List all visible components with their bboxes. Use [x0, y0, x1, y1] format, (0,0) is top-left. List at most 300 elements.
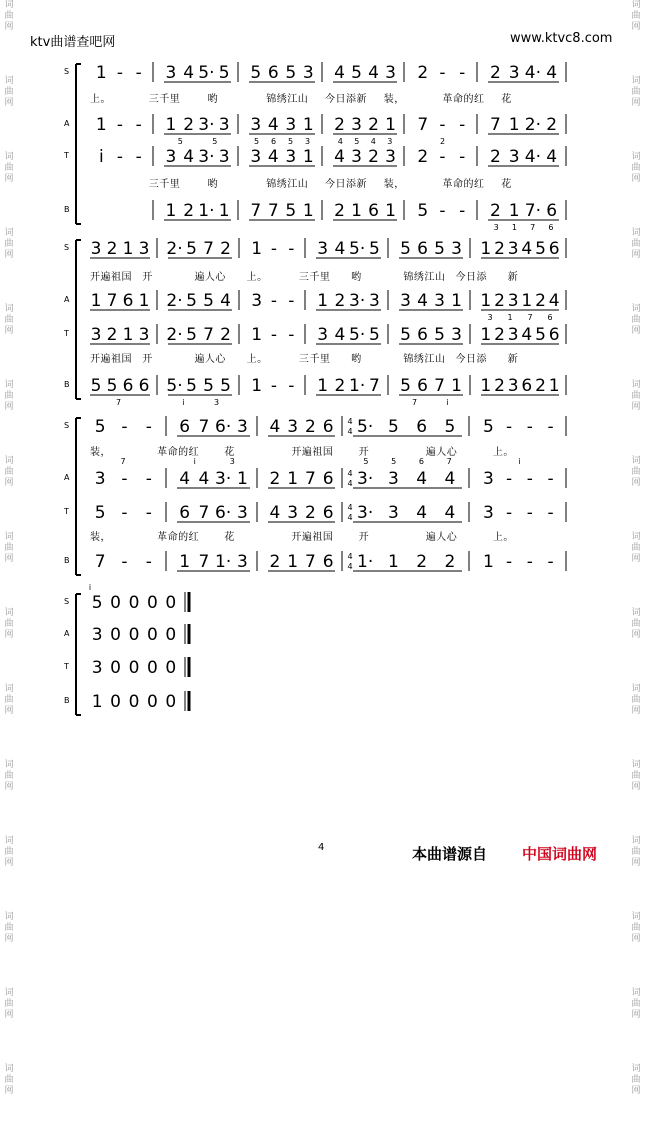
note-a: 1 [317, 291, 329, 311]
note-b: 7 [368, 376, 380, 396]
note-s: 2 [489, 63, 501, 83]
note-s: 6 [416, 417, 428, 437]
note-s: 5 [387, 417, 399, 437]
note-b: 2 [489, 201, 501, 221]
note-b: 2 [444, 552, 456, 572]
note-s: 2 [106, 239, 118, 259]
lower-note: 3 [213, 398, 220, 407]
note-s: 6 [417, 239, 428, 259]
note-s: - [459, 63, 466, 83]
upper-note: 7 [446, 457, 452, 466]
note-s: 4 [546, 63, 558, 83]
note-s: 6 [267, 63, 279, 83]
voice-label-b: B [64, 696, 70, 705]
voice-label-t: T [64, 329, 69, 338]
note-t: 2 [368, 147, 379, 167]
note-a: 6 [322, 469, 334, 489]
watermark-char: 词 曲 网 [631, 1064, 641, 1096]
note-a: 2 [494, 291, 505, 311]
note-s: 2 [417, 63, 429, 83]
lower-note: 3 [493, 223, 499, 232]
note-t: 3 [317, 325, 329, 345]
note-a: 3 [91, 625, 103, 645]
note-b: 6 [322, 552, 334, 572]
note-t: 3 [508, 147, 520, 167]
voice-label-b: B [64, 205, 70, 214]
lyric: 开遍祖国 [90, 272, 132, 283]
note-s: 3 [317, 239, 329, 259]
watermark-char: 词 曲 网 [4, 304, 14, 336]
note-t: 6 [322, 503, 334, 523]
lyric: 装， [383, 94, 405, 105]
note-b: 5 [285, 201, 297, 221]
watermark-char: 词 曲 网 [4, 228, 14, 260]
lyric: 哟 [207, 179, 218, 190]
note-a: - [547, 469, 554, 489]
watermark-char: 词 曲 网 [4, 912, 14, 944]
note-s: 7 [198, 417, 210, 437]
note-t: - [547, 503, 554, 523]
voice-label-t: T [64, 662, 69, 671]
lower-note: 7 [115, 398, 122, 407]
lyric: 三千里 [148, 94, 181, 105]
note-s: 5· [198, 63, 215, 83]
lower-note: 1 [511, 223, 517, 232]
watermark-char: 词 曲 网 [4, 152, 14, 184]
note-t: 0 [128, 658, 140, 678]
note-t: 5 [368, 325, 380, 345]
note-b: 6 [521, 376, 533, 396]
lyric: 锦绣江山 [403, 272, 446, 283]
note-b: - [439, 201, 446, 221]
note-a: 1 [521, 291, 533, 311]
note-a: 3 [250, 115, 262, 135]
note-s: - [116, 63, 124, 83]
note-s: 4 [368, 63, 379, 83]
note-s: 3 [451, 239, 462, 259]
note-s: 1 [122, 239, 134, 259]
note-b: 1 [251, 376, 263, 396]
note-t: 2 [220, 325, 231, 345]
note-a: 3 [434, 291, 445, 311]
lyric: 上。 [492, 447, 514, 458]
note-t: 3· [198, 147, 215, 167]
lyric: 三千里 [298, 272, 331, 283]
note-b: - [459, 201, 466, 221]
note-t: 3 [507, 325, 519, 345]
site-url-right: www.ktvc8.com [510, 31, 613, 46]
time-signature-num: 4 [347, 417, 353, 426]
note-t: 0 [165, 658, 177, 678]
watermark-char: 词 曲 网 [631, 0, 641, 32]
lyric: 开遍祖国 [291, 447, 334, 458]
note-t: - [121, 503, 128, 523]
upper-note: 6 [418, 457, 424, 466]
lyric: 哟 [351, 354, 362, 365]
note-t: - [439, 147, 446, 167]
note-s: 5 [400, 239, 411, 259]
note-s: 6 [548, 239, 560, 259]
lower-note: 5 [253, 137, 260, 146]
note-t: 3 [90, 325, 102, 345]
lyric: 哟 [207, 94, 218, 105]
lyric: 三千里 [298, 354, 331, 365]
note-t: 0 [110, 658, 122, 678]
note-s: 5 [186, 239, 197, 259]
note-b: 5 [400, 376, 411, 396]
note-s: 0 [146, 593, 158, 613]
note-b: 0 [110, 692, 122, 712]
note-s: 4 [334, 239, 346, 259]
note-a: 4 [198, 469, 210, 489]
note-a: - [270, 291, 278, 311]
watermark-char: 词 曲 网 [631, 152, 641, 184]
site-name-left: ktv曲谱查吧网 [30, 35, 116, 50]
note-a: - [288, 291, 295, 311]
note-t: 1 [122, 325, 134, 345]
note-b: - [526, 552, 533, 572]
lyric: 革命的红 [157, 447, 200, 458]
lyric: 遍人心 [194, 354, 226, 365]
lower-note: i [182, 398, 185, 407]
note-a: 7 [106, 291, 118, 311]
note-t: 3 [250, 147, 262, 167]
note-s: 6 [322, 417, 334, 437]
note-t: 4 [546, 147, 558, 167]
note-s: 5 [368, 239, 380, 259]
upper-note: 7 [120, 457, 126, 466]
note-t: 2 [494, 325, 505, 345]
note-t: - [145, 503, 152, 523]
watermark-char: 词 曲 网 [4, 0, 14, 32]
note-s: 5 [250, 63, 262, 83]
lyric: 花 [501, 94, 512, 105]
footer-source-prefix: 本曲谱源自 [412, 845, 488, 863]
note-s: 3 [302, 63, 314, 83]
note-a: 1 [385, 115, 396, 135]
note-s: 6· [215, 417, 232, 437]
note-t: 2· [166, 325, 183, 345]
voice-label-s: S [64, 67, 70, 76]
upper-note: 3 [229, 457, 235, 466]
note-b: 1· [357, 552, 374, 572]
note-t: 2 [489, 147, 501, 167]
note-a: 2 [334, 115, 345, 135]
note-t: 4 [416, 503, 428, 523]
note-b: 2 [334, 376, 346, 396]
note-a: 4 [444, 469, 456, 489]
note-t: 3 [218, 147, 230, 167]
lyric: 上。 [90, 94, 111, 105]
note-b: 0 [146, 692, 158, 712]
note-t: 3 [482, 503, 494, 523]
note-a: 3 [351, 115, 362, 135]
note-b: 5 [90, 376, 102, 396]
note-s: 1 [480, 239, 492, 259]
upper-note: i [193, 457, 196, 466]
note-b: 7 [434, 376, 445, 396]
note-a: - [439, 115, 446, 135]
note-a: 1 [165, 115, 177, 135]
note-t: 2 [304, 503, 316, 523]
voice-label-a: A [64, 119, 70, 128]
lyric: 遍人心 [425, 447, 458, 458]
note-s: 5 [482, 417, 494, 437]
lyric: 锦绣江山 [266, 179, 309, 190]
note-a: 2 [334, 291, 346, 311]
note-s: 4 [521, 239, 533, 259]
note-t: 2 [417, 147, 429, 167]
note-s: - [270, 239, 278, 259]
watermark-char: 词 曲 网 [631, 532, 641, 564]
note-s: 3 [165, 63, 177, 83]
lyric: 开 [358, 532, 370, 543]
note-a: - [135, 115, 142, 135]
note-s: 5 [434, 239, 445, 259]
lower-note: 3 [387, 137, 393, 146]
note-b: 1 [165, 201, 177, 221]
note-a: 3 [94, 469, 106, 489]
watermark-char: 词 曲 网 [631, 684, 641, 716]
upper-note: 5 [363, 457, 369, 466]
note-b: 1· [215, 552, 232, 572]
note-s: 5· [349, 239, 366, 259]
lower-note: 2 [439, 137, 446, 146]
lyric: 花 [224, 532, 235, 543]
note-s: 4 [183, 63, 195, 83]
note-b: 0 [165, 692, 177, 712]
note-t: 5 [535, 325, 546, 345]
lyric: 今日添新 [325, 179, 367, 190]
note-s: 2 [304, 417, 316, 437]
note-t: 6· [215, 503, 232, 523]
note-a: 2· [524, 115, 541, 135]
lyric: 开 [358, 447, 370, 458]
note-b: 7 [304, 552, 316, 572]
voice-label-s: S [64, 243, 70, 252]
lyric: 哟 [351, 272, 362, 283]
note-b: 6 [546, 201, 558, 221]
note-s: - [135, 63, 142, 83]
lyric: 花 [501, 179, 512, 190]
watermark-char: 词 曲 网 [631, 608, 641, 640]
note-a: 4 [548, 291, 560, 311]
note-b: 1 [451, 376, 462, 396]
note-b: 6 [417, 376, 428, 396]
note-a: 3· [349, 291, 366, 311]
top-mark: i [88, 583, 92, 592]
note-t: 5 [434, 325, 445, 345]
note-a: 7 [417, 115, 429, 135]
watermark-char: 词 曲 网 [4, 760, 14, 792]
lower-note: i [446, 398, 449, 407]
note-t: 4 [521, 325, 533, 345]
watermark-char: 词 曲 网 [631, 228, 641, 260]
lyric: 革命的红 [157, 532, 200, 543]
note-s: - [547, 417, 554, 437]
time-signature-num: 4 [347, 469, 353, 478]
lower-note: 7 [411, 398, 418, 407]
voice-label-t: T [64, 507, 69, 516]
note-b: 1 [302, 201, 314, 221]
lyric: 革命的红 [442, 179, 485, 190]
note-b: - [547, 552, 554, 572]
note-t: 4 [183, 147, 195, 167]
note-a: 3· [357, 469, 374, 489]
note-a: 1 [90, 291, 102, 311]
note-t: 3 [91, 658, 103, 678]
note-a: 2 [368, 115, 379, 135]
lyric: 遍人心 [194, 272, 226, 283]
note-a: 3 [400, 291, 411, 311]
note-a: 3 [218, 115, 230, 135]
voice-label-s: S [64, 421, 70, 430]
note-t: 2 [106, 325, 118, 345]
note-a: 1 [95, 115, 107, 135]
note-b: 1 [508, 201, 520, 221]
note-s: 5 [94, 417, 106, 437]
note-b: 0 [128, 692, 140, 712]
note-a: 3 [251, 291, 263, 311]
note-s: 1 [251, 239, 263, 259]
note-b: 2 [183, 201, 195, 221]
note-t: 4 [444, 503, 456, 523]
note-s: 3 [138, 239, 150, 259]
note-s: 5 [351, 63, 362, 83]
note-s: 3 [385, 63, 396, 83]
note-a: 2 [535, 291, 546, 311]
note-b: 1 [287, 552, 299, 572]
note-a: 7 [489, 115, 501, 135]
note-t: i [98, 147, 104, 167]
note-t: 7 [203, 325, 214, 345]
note-a: - [116, 115, 124, 135]
lyric: 上。 [246, 354, 268, 365]
watermark-char: 词 曲 网 [631, 76, 641, 108]
note-s: 5 [444, 417, 456, 437]
note-s: 2· [166, 239, 183, 259]
lyric: 花 [224, 447, 235, 458]
lower-note: 5 [354, 137, 360, 146]
note-a: 1 [480, 291, 492, 311]
watermark-char: 词 曲 网 [4, 76, 14, 108]
note-a: 2 [183, 115, 195, 135]
note-a: 5 [203, 291, 214, 311]
watermark-char: 词 曲 网 [4, 1064, 14, 1096]
lower-note: 4 [337, 137, 343, 146]
note-t: 4 [269, 503, 281, 523]
note-b: 2 [494, 376, 505, 396]
lyric: 新 [507, 354, 519, 365]
note-t: 3 [236, 503, 248, 523]
lower-note: 7 [530, 223, 536, 232]
note-t: 3 [451, 325, 462, 345]
lower-note: 1 [507, 313, 513, 322]
note-b: 7 [198, 552, 210, 572]
note-a: 1 [302, 115, 314, 135]
note-t: - [526, 503, 533, 523]
note-a: 2 [546, 115, 558, 135]
note-t: - [288, 325, 295, 345]
note-a: 3 [285, 115, 297, 135]
watermark-char: 词 曲 网 [631, 912, 641, 944]
note-t: 1 [251, 325, 263, 345]
note-b: 7 [250, 201, 262, 221]
note-a: 2 [269, 469, 281, 489]
note-s: 2 [494, 239, 505, 259]
note-a: 4 [220, 291, 231, 311]
note-a: 4 [267, 115, 279, 135]
note-s: 0 [165, 593, 177, 613]
note-t: 5 [94, 503, 106, 523]
note-s: 3 [507, 239, 519, 259]
note-b: 1 [351, 201, 362, 221]
lyric: 开 [142, 354, 153, 365]
note-t: 4 [334, 147, 345, 167]
note-b: 1 [548, 376, 560, 396]
lower-note: 3 [487, 313, 493, 322]
note-t: 4 [267, 147, 279, 167]
note-a: - [459, 115, 466, 135]
voice-label-b: B [64, 556, 70, 565]
lyric: 开 [142, 272, 153, 283]
watermark-char: 词 曲 网 [631, 304, 641, 336]
note-t: 5 [400, 325, 411, 345]
note-s: - [526, 417, 533, 437]
note-a: - [121, 469, 128, 489]
note-b: - [145, 552, 152, 572]
note-s: - [288, 239, 295, 259]
watermark-char: 词 曲 网 [4, 608, 14, 640]
note-s: 5 [218, 63, 230, 83]
note-a: 3 [368, 291, 380, 311]
note-t: 6 [417, 325, 428, 345]
note-a: 1 [508, 115, 520, 135]
voice-label-a: A [64, 629, 70, 638]
watermark-char: 词 曲 网 [631, 760, 641, 792]
note-a: 3 [387, 469, 399, 489]
note-t: 3 [287, 503, 299, 523]
lyric: 开遍祖国 [291, 532, 334, 543]
lyric: 开遍祖国 [90, 354, 132, 365]
watermark-char: 词 曲 网 [631, 380, 641, 412]
note-t: 7 [198, 503, 210, 523]
lyric: 新 [507, 272, 519, 283]
note-a: 4 [417, 291, 428, 311]
note-t: 4· [524, 147, 541, 167]
note-s: 4· [524, 63, 541, 83]
note-t: - [506, 503, 513, 523]
time-signature-den: 4 [347, 479, 353, 488]
note-b: 1 [218, 201, 230, 221]
note-a: 7 [304, 469, 316, 489]
watermark-char: 词 曲 网 [4, 836, 14, 868]
note-s: 4 [334, 63, 345, 83]
watermark-char: 词 曲 网 [4, 988, 14, 1020]
lyric: 三千里 [148, 179, 181, 190]
note-s: 7 [203, 239, 214, 259]
lyric: 装， [90, 447, 111, 458]
note-s: 5 [91, 593, 103, 613]
watermark-char: 词 曲 网 [631, 836, 641, 868]
note-t: 0 [146, 658, 158, 678]
note-a: 4 [416, 469, 428, 489]
note-t: 3 [285, 147, 297, 167]
footer-source-name[interactable]: 中国词曲网 [522, 845, 598, 863]
note-b: 5 [186, 376, 197, 396]
note-b: 1 [317, 376, 329, 396]
note-s: - [121, 417, 128, 437]
